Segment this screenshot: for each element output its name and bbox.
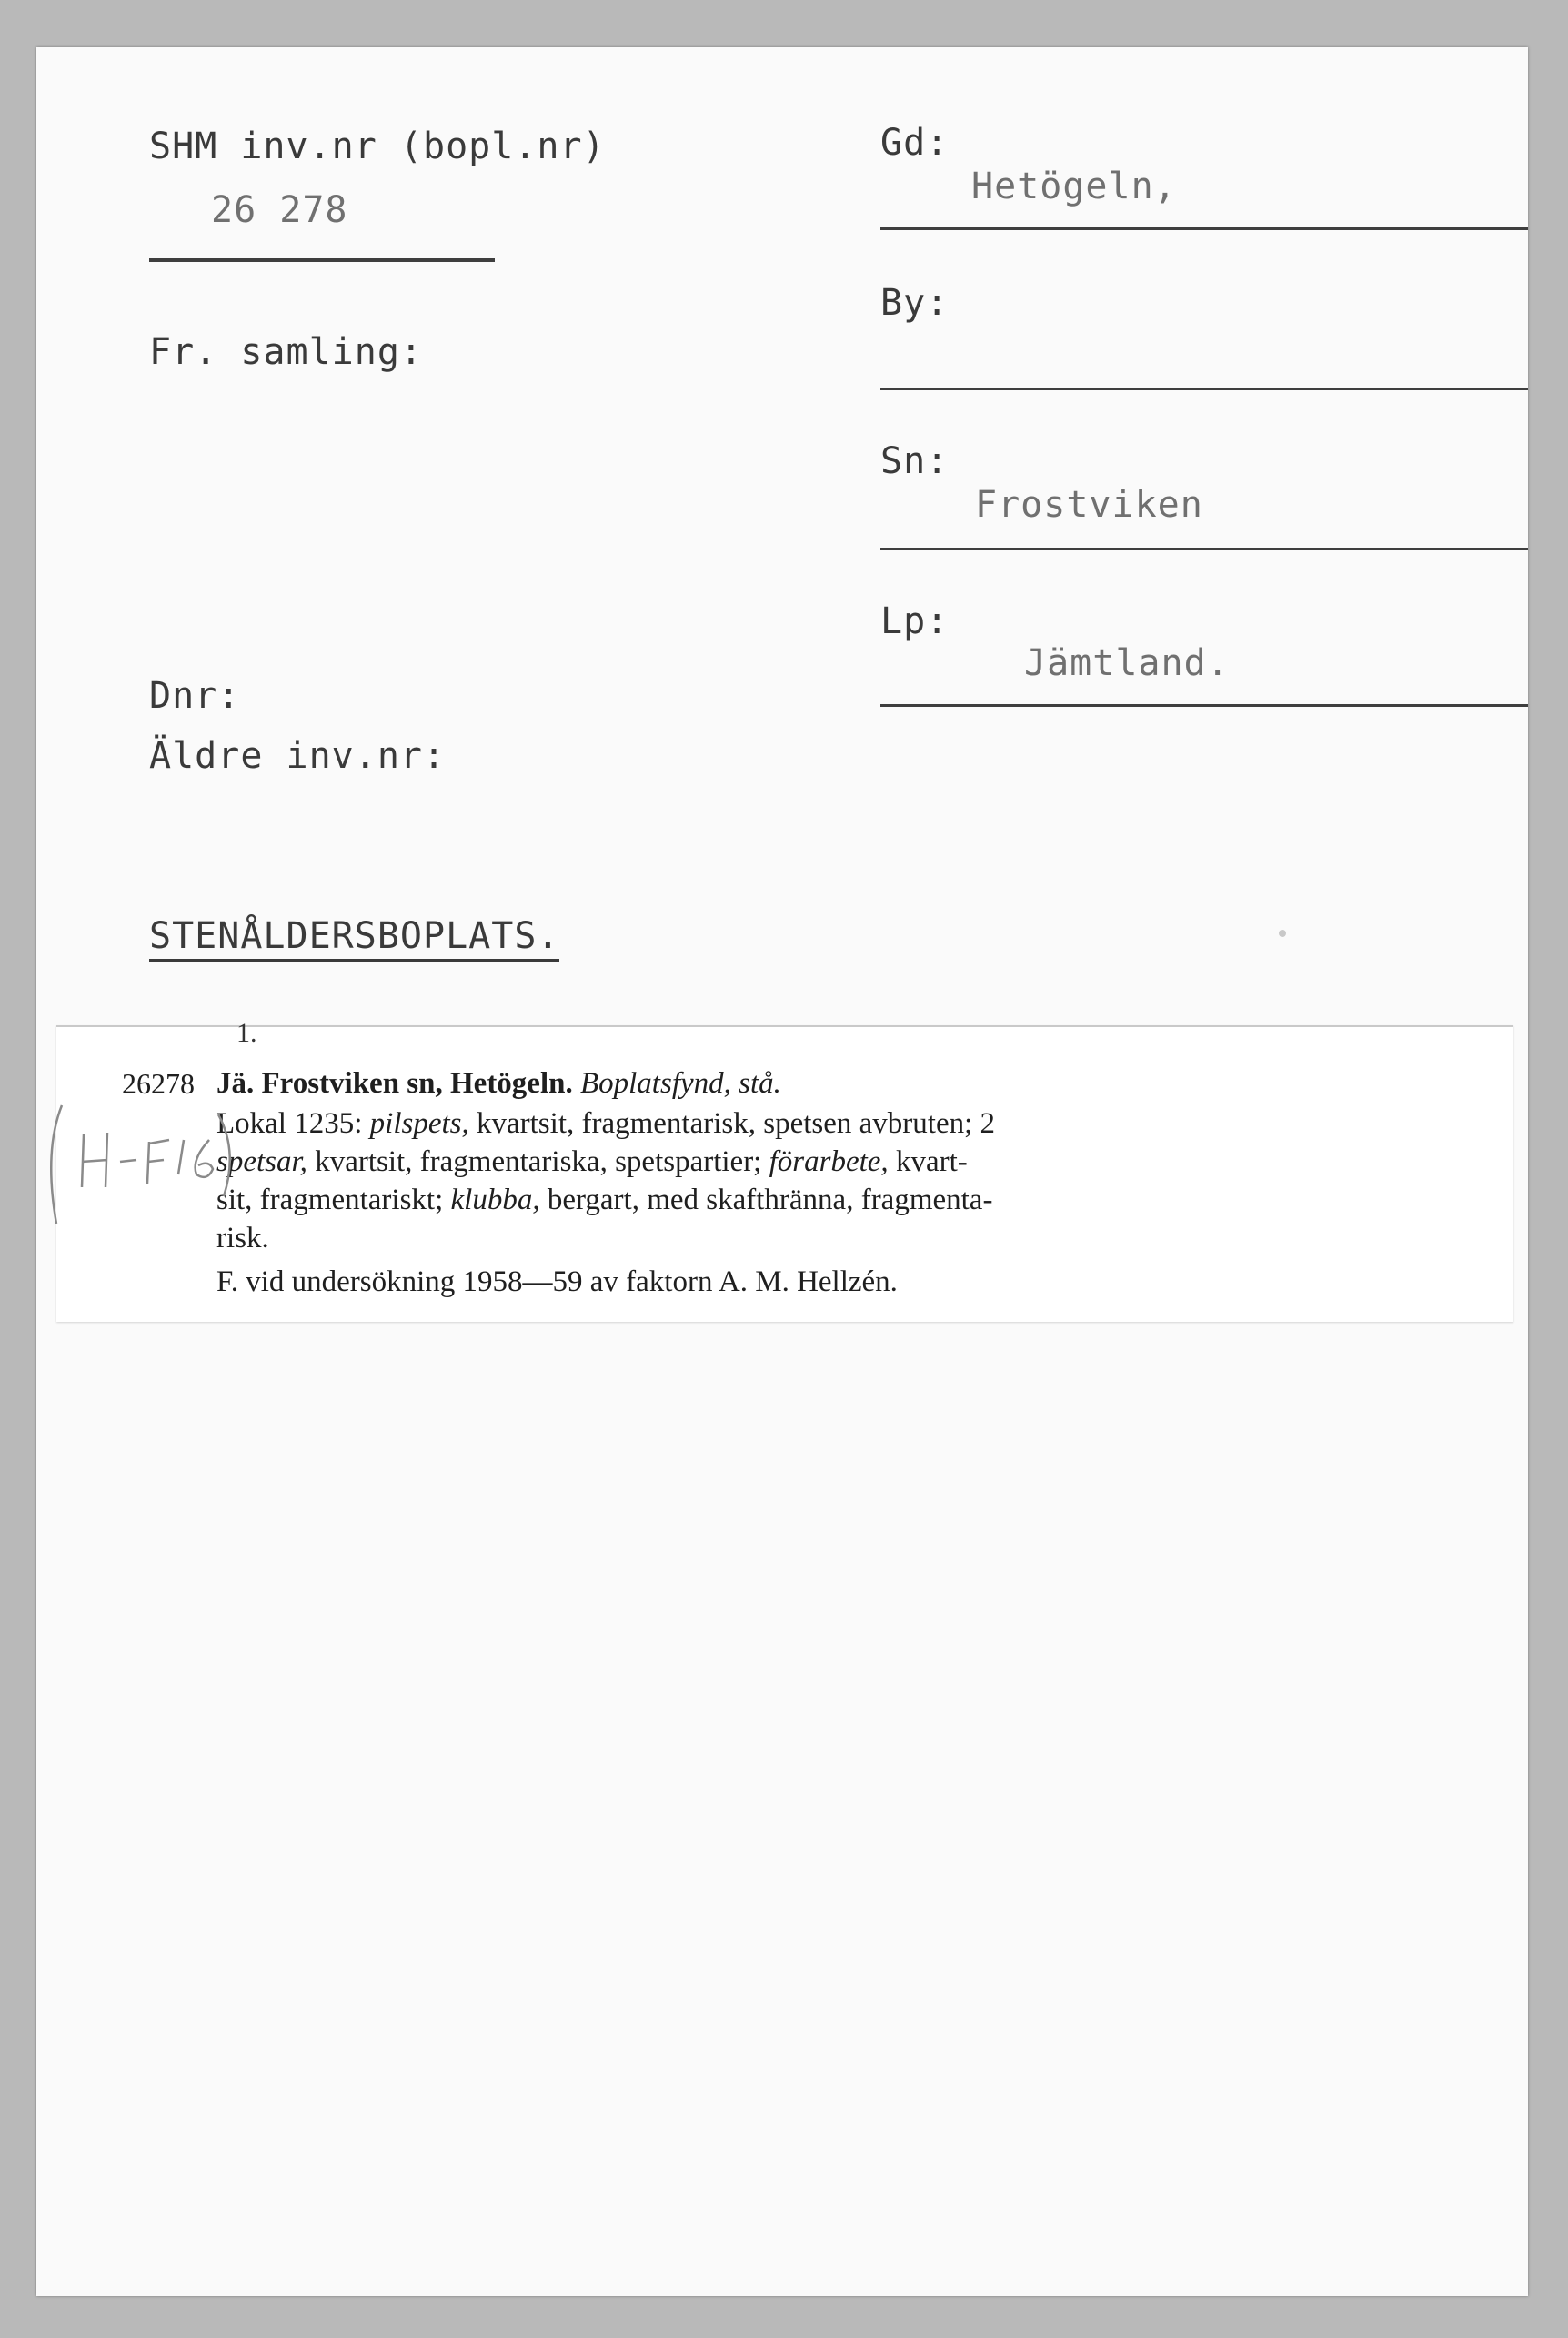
slip-text: kvart- bbox=[888, 1145, 968, 1178]
slip-text: sit, fragmentariskt; bbox=[216, 1184, 451, 1216]
lp-divider bbox=[880, 704, 1528, 707]
by-label: By: bbox=[880, 282, 950, 324]
slip-line-5: risk. bbox=[216, 1222, 269, 1255]
slip-text: Lokal 1235: bbox=[216, 1107, 370, 1140]
slip-site-name: Jä. Frostviken sn, Hetögeln. bbox=[216, 1067, 573, 1100]
aldre-inv-label: Äldre inv.nr: bbox=[149, 735, 447, 777]
slip-find-type: Boplatsfynd, stå. bbox=[579, 1067, 781, 1100]
slip-line-6: F. vid undersökning 1958—59 av faktorn A. M. Hellzén. bbox=[216, 1265, 898, 1298]
slip-page-marker: 1. bbox=[236, 1018, 257, 1048]
fr-samling-label: Fr. samling: bbox=[149, 331, 423, 373]
inv-number: 26 278 bbox=[211, 189, 348, 231]
printed-catalog-slip bbox=[56, 1018, 1513, 1322]
slip-inventory-number: 26278 bbox=[122, 1067, 195, 1100]
inv-label: SHM inv.nr (bopl.nr) bbox=[149, 126, 606, 167]
slip-text: bergart, med skafthränna, fragmenta- bbox=[539, 1184, 993, 1216]
slip-term: spetsar, bbox=[216, 1145, 307, 1178]
sn-label: Sn: bbox=[880, 440, 950, 482]
slip-line-2 bbox=[216, 1107, 995, 1141]
lp-label: Lp: bbox=[880, 600, 950, 642]
sn-divider bbox=[880, 548, 1528, 550]
by-divider bbox=[880, 388, 1528, 390]
slip-line-1 bbox=[216, 1067, 781, 1101]
slip-text: kvartsit, fragmentarisk, spetsen avbruten; 2 bbox=[468, 1107, 996, 1140]
sn-value: Frostviken bbox=[975, 484, 1203, 526]
gd-divider bbox=[880, 227, 1528, 230]
stain-mark bbox=[1279, 930, 1286, 937]
slip-term: klubba, bbox=[450, 1184, 540, 1216]
dnr-label: Dnr: bbox=[149, 675, 241, 717]
gd-value: Hetögeln, bbox=[971, 166, 1177, 207]
slip-term: förarbete, bbox=[769, 1145, 889, 1178]
slip-term: pilspets, bbox=[369, 1107, 469, 1140]
lp-value: Jämtland. bbox=[1024, 642, 1230, 684]
inv-divider bbox=[149, 258, 495, 262]
category-heading: STENÅLDERSBOPLATS. bbox=[149, 915, 559, 962]
slip-text: kvartsit, fragmentariska, spetspartier; bbox=[307, 1145, 769, 1178]
slip-line-4 bbox=[216, 1184, 992, 1217]
gd-label: Gd: bbox=[880, 122, 950, 164]
slip-line-3 bbox=[216, 1145, 968, 1179]
